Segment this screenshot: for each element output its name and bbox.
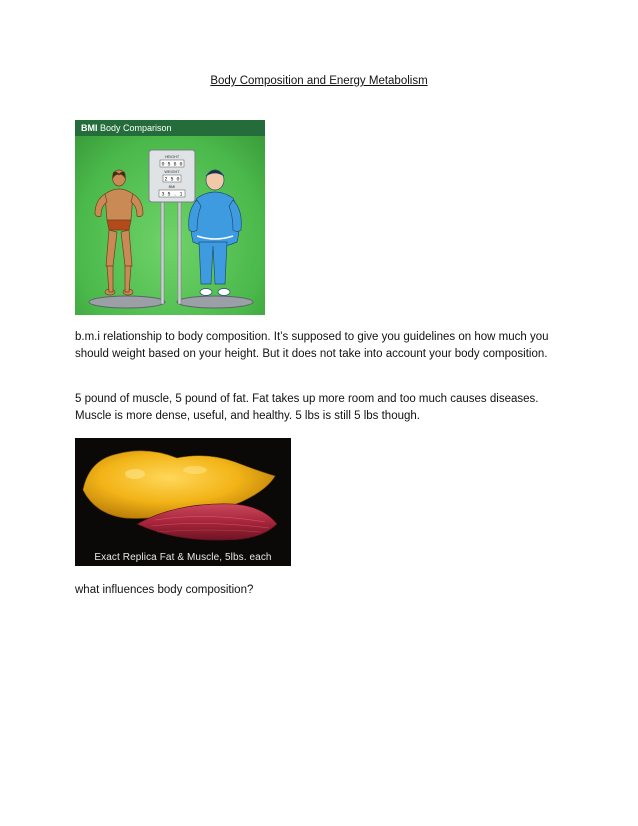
bmi-value: 3 5 . 1 xyxy=(161,191,183,198)
overweight-person-figure xyxy=(189,170,242,296)
bmi-heading-bold: BMI xyxy=(81,123,98,133)
muscular-man-figure xyxy=(95,170,143,295)
bmi-illustration xyxy=(75,136,265,315)
bmi-comparison-figure xyxy=(75,120,265,315)
question-paragraph: what influences body composition? xyxy=(75,584,254,596)
bmi-figure-scene xyxy=(75,136,265,315)
fat-muscle-photo xyxy=(75,438,291,566)
fat-muscle-illustration xyxy=(75,438,291,566)
bmi-figure-heading xyxy=(75,120,265,136)
fat-muscle-caption: Exact Replica Fat & Muscle, 5lbs. each xyxy=(94,552,272,563)
document-title: Body Composition and Energy Metabolism xyxy=(210,75,428,87)
bmi-label: BMI xyxy=(168,185,176,189)
weight-label: WEIGHT xyxy=(164,170,180,174)
height-value: 0 5 6 0 xyxy=(161,161,183,168)
weight-value: 2 5 0 xyxy=(164,176,180,183)
left-scale-post xyxy=(161,186,164,304)
left-scale-platform xyxy=(89,296,165,308)
height-label: HEIGHT xyxy=(164,155,180,159)
right-scale-platform xyxy=(177,296,253,308)
muscle-fat-paragraph: 5 pound of muscle, 5 pound of fat. Fat takes up more room and too much causes diseases. Muscle is more dense, useful, and healthy. 5 lbs is still 5 lbs though. xyxy=(75,393,539,422)
bmi-heading-rest: Body Comparison xyxy=(97,123,172,133)
right-scale-post xyxy=(178,186,181,304)
bmi-paragraph: b.m.i relationship to body composition. It’s supposed to give you guidelines on how much you should weight based on your height. But it does not take into account your body composition. xyxy=(75,331,549,360)
